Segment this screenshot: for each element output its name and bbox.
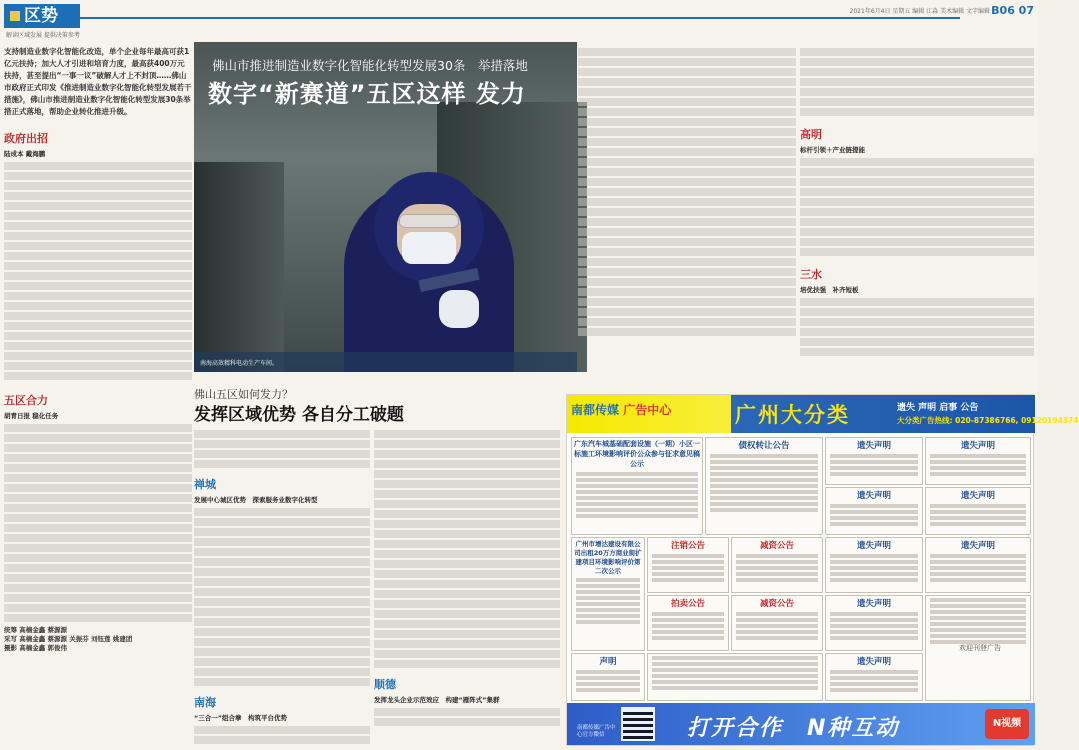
worker-glove	[439, 290, 479, 328]
ad-block: 注销公告	[647, 537, 729, 593]
ad-block: 拍卖公告	[647, 595, 729, 651]
hero-kicker: 佛山市推进制造业数字化智能化转型发展30条 举措落地	[212, 58, 528, 73]
classified-ad	[566, 394, 1079, 746]
byline-joint-force: 胡青日报 稳化任务	[4, 412, 59, 420]
subhead-joint-force: 五区合力	[4, 394, 48, 407]
body-text-block	[4, 424, 192, 622]
ad-main-title: 广州大分类	[735, 403, 850, 427]
body-text-block	[4, 162, 192, 380]
left-column	[4, 46, 192, 746]
body-text-block	[800, 298, 1034, 356]
worker-glasses	[399, 214, 459, 228]
ad-grid	[571, 437, 1031, 703]
header-rule	[80, 17, 960, 19]
right-column	[800, 46, 1034, 354]
credits	[4, 626, 192, 653]
page-number: B06 07	[991, 4, 1034, 17]
ad-banner	[567, 395, 1079, 433]
credit-line: 采写 高楠金鑫 蔡源源 关振芬 刘钰莲 姚建团	[4, 635, 133, 643]
ad-block: 减资公告	[731, 595, 823, 651]
ad-block: 遗失声明	[925, 437, 1031, 485]
byline-gaoming: 标杆引领＋产业链提能	[800, 146, 865, 154]
middle-column	[578, 46, 796, 354]
lead-paragraph: 支持制造业数字化智能化改造，单个企业每年最高可获1亿元扶持；加大人才引进和培育力度，最高获400万元扶持，甚至提出“一事一议”破解人才上不封顶……佛山市政府正式印发《推进制造业数字化智能化转型发展若干措施》，佛山市推进制造业数字化智能化转型发展30条举措正式落地，帮助企业转化推进升级。	[4, 47, 192, 116]
ad-block: 债权转让公告	[705, 437, 823, 535]
hero-title: 数字“新赛道”五区这样 发力	[208, 80, 526, 108]
worker-mask	[402, 232, 456, 264]
machine-shape	[194, 162, 284, 372]
section-mark-icon	[10, 11, 20, 21]
section2-col-a	[194, 428, 370, 746]
n-video-logo: N视频	[985, 709, 1029, 739]
section2-title: 发挥区域优势 各自分工破题	[194, 405, 404, 425]
byline-shunde: 发挥龙头企业示范效应 构建“雁阵式”集群	[374, 696, 500, 704]
ad-welcome: 欢迎刊登广告	[959, 644, 1001, 652]
body-text-block	[800, 158, 1034, 256]
ad-block: 遗失声明	[925, 537, 1031, 593]
credit-line: 摄影 高楠金鑫 郭俊伟	[4, 644, 68, 652]
subhead-shunde: 顺德	[374, 678, 396, 691]
ad-block: 广东汽车城基础配套设施（一期）小区一标施工环境影响评价公众参与征求意见稿公示	[571, 437, 703, 535]
byline-sanshui: 培优扶强 补齐短板	[800, 286, 859, 294]
ad-block: 遗失声明	[825, 437, 923, 485]
ad-bottom-banner	[567, 703, 1035, 745]
section2-col-b	[374, 428, 560, 746]
subhead-sanshui: 三水	[800, 268, 822, 281]
ad-hotline: 大分类广告热线: 020-87386766, 09120194374	[897, 416, 1079, 425]
body-text-block	[578, 48, 796, 336]
subhead-gaoming: 高明	[800, 128, 822, 141]
ad-block: 声明	[571, 653, 645, 701]
page-header	[0, 0, 1038, 30]
credit-line: 统筹 高楠金鑫 蔡源源	[4, 626, 68, 634]
byline-nanhai: “三合一”组合拳 构筑平台优势	[194, 714, 288, 722]
section-title: 区势	[24, 6, 58, 26]
subhead-chancheng: 禅城	[194, 478, 216, 491]
hero-photo	[194, 42, 577, 372]
ad-slogan: 打开合作 N种互动	[687, 716, 900, 741]
subhead-nanhai: 南海	[194, 696, 216, 709]
ad-block: 遗失声明	[825, 595, 923, 651]
ad-categories: 遗失 声明 启事 公告	[897, 403, 979, 413]
ad-block: 遗失声明	[825, 653, 923, 701]
byline-government: 陆成本 戴海鹏	[4, 150, 46, 158]
ad-block: 遗失声明	[825, 487, 923, 535]
section-tag	[4, 4, 80, 28]
ad-block: 遗失声明	[825, 537, 923, 593]
section-subtitle: 解读区域发展 提供决策参考	[6, 32, 80, 39]
ad-block: 广州市增达建设有限公司出租20万方商业街扩建项目环境影响评价第二次公示	[571, 537, 645, 651]
subhead-government: 政府出招	[4, 132, 48, 145]
ad-block	[647, 653, 823, 701]
ad-block: 遗失声明	[925, 487, 1031, 535]
qr-code-icon	[621, 707, 655, 741]
ad-block: 减资公告	[731, 537, 823, 593]
section2-kicker: 佛山五区如何发力？	[194, 388, 293, 401]
body-text-block	[800, 48, 1034, 116]
byline-chancheng: 发展中心城区优势 探索服务业数字化转型	[194, 496, 318, 504]
header-meta: 2021年6月4日 星期五 编辑 江淼 美术编辑 文字编辑	[849, 8, 990, 15]
hero-caption: 南海高效精科电动生产车间。	[200, 360, 279, 367]
ad-brand: 南都传媒 广告中心	[571, 403, 672, 417]
qr-caption: 南都传媒广告中心官方微信	[577, 725, 616, 738]
